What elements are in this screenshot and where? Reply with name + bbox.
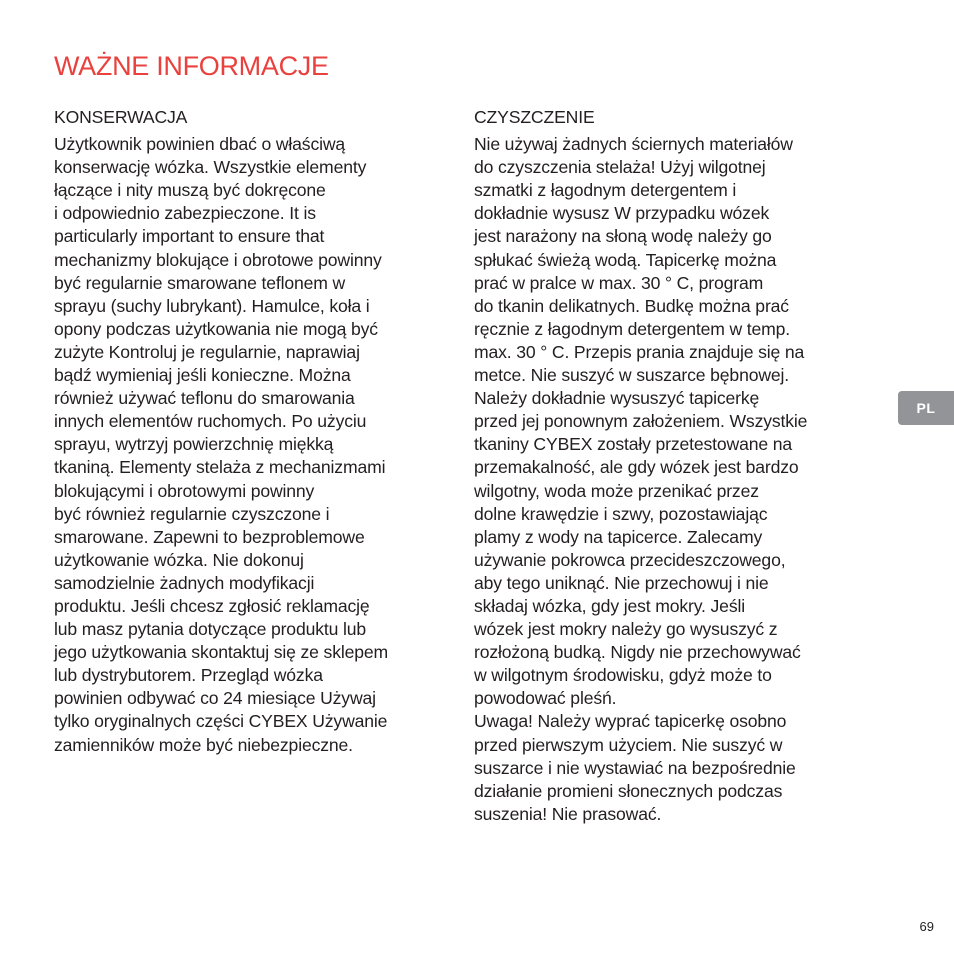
text-line: szmatki z łagodnym detergentem i xyxy=(474,180,737,201)
text-line: rozłożoną budką. Nigdy nie przechowywać xyxy=(474,642,801,663)
text-line: przemakalność, ale gdy wózek jest bardzo xyxy=(474,457,799,478)
text-line: suszarce i nie wystawiać na bezpośrednie xyxy=(474,757,796,778)
page-number: 69 xyxy=(919,919,934,934)
text-line: produktu. Jeśli chcesz zgłosić reklamację xyxy=(54,595,370,616)
text-line: do czyszczenia stelaża! Użyj wilgotnej xyxy=(474,157,766,178)
cleaning-section xyxy=(474,106,874,826)
language-tab xyxy=(898,391,954,425)
text-line: particularly important to ensure that xyxy=(54,226,325,247)
text-line: tylko oryginalnych części CYBEX Używanie xyxy=(54,711,388,732)
text-line: Nie używaj żadnych ściernych materiałów xyxy=(474,134,793,155)
text-line: samodzielnie żadnych modyfikacji xyxy=(54,572,315,593)
page-title: WAŻNE INFORMACJE xyxy=(54,51,329,81)
maintenance-heading: KONSERWACJA xyxy=(54,107,188,127)
text-line: powinien odbywać co 24 miesiące Używaj xyxy=(54,688,376,709)
text-line: jego użytkowania skontaktuj się ze sklepem xyxy=(54,642,389,663)
text-line: blokującymi i obrotowymi powinny xyxy=(54,480,315,501)
text-line: konserwację wózka. Wszystkie elementy xyxy=(54,157,367,178)
text-line: suszenia! Nie prasować. xyxy=(474,803,662,824)
text-line: metce. Nie suszyć w suszarce bębnowej. xyxy=(474,365,790,386)
text-line: ręcznie z łagodnym detergentem w temp. xyxy=(474,318,791,339)
text-line: również używać teflonu do smarowania xyxy=(54,388,355,409)
text-line: składaj wózka, gdy jest mokry. Jeśli xyxy=(474,595,745,616)
text-line: być regularnie smarowane teflonem w xyxy=(54,272,346,293)
text-line: zamienników może być niebezpieczne. xyxy=(54,734,353,755)
text-line: powodować pleśń. xyxy=(474,688,617,709)
text-line: dolne krawędzie i szwy, pozostawiając xyxy=(474,503,768,524)
text-line: dokładnie wysusz W przypadku wózek xyxy=(474,203,770,224)
text-line: zużyte Kontroluj je regularnie, naprawiaj xyxy=(54,341,360,362)
cleaning-heading: CZYSZCZENIE xyxy=(474,107,595,127)
text-line: plamy z wody na tapicerce. Zalecamy xyxy=(474,526,763,547)
text-line: prać w pralce w max. 30 ° C, program xyxy=(474,272,764,293)
text-line: i odpowiednio zabezpieczone. It is xyxy=(54,203,316,224)
text-line: używanie pokrowca przecideszczowego, xyxy=(474,549,786,570)
text-line: spłukać świeżą wodą. Tapicerkę można xyxy=(474,249,777,270)
text-line: Użytkownik powinien dbać o właściwą xyxy=(54,134,346,155)
text-line: lub dystrybutorem. Przegląd wózka xyxy=(54,665,323,686)
text-line: tkaniną. Elementy stelaża z mechanizmami xyxy=(54,457,386,478)
text-line: użytkowanie wózka. Nie dokonuj xyxy=(54,549,304,570)
text-line: łączące i nity muszą być dokręcone xyxy=(54,180,326,201)
text-line: Uwaga! Należy wyprać tapicerkę osobno xyxy=(474,711,787,732)
text-line: opony podczas użytkowania nie mogą być xyxy=(54,318,378,339)
text-line: sprayu (suchy lubrykant). Hamulce, koła i xyxy=(54,295,370,316)
language-tab-label: PL xyxy=(916,400,936,416)
text-line: być również regularnie czyszczone i xyxy=(54,503,330,524)
text-line: przed pierwszym użyciem. Nie suszyć w xyxy=(474,734,783,755)
maintenance-body xyxy=(54,133,454,757)
text-line: innych elementów ruchomych. Po użyciu xyxy=(54,411,367,432)
text-line: aby tego uniknąć. Nie przechowuj i nie xyxy=(474,572,769,593)
text-line: przed jej ponownym założeniem. Wszystkie xyxy=(474,411,808,432)
text-line: działanie promieni słonecznych podczas xyxy=(474,780,783,801)
text-line: mechanizmy blokujące i obrotowe powinny xyxy=(54,249,382,270)
text-line: tkaniny CYBEX zostały przetestowane na xyxy=(474,434,792,455)
cleaning-body xyxy=(474,133,874,826)
maintenance-section xyxy=(54,106,454,757)
text-line: jest narażony na słoną wodę należy go xyxy=(474,226,772,247)
text-line: Należy dokładnie wysuszyć tapicerkę xyxy=(474,388,760,409)
text-line: sprayu, wytrzyj powierzchnię miękką xyxy=(54,434,334,455)
text-line: bądź wymieniaj jeśli konieczne. Można xyxy=(54,365,351,386)
text-line: wózek jest mokry należy go wysuszyć z xyxy=(474,619,778,640)
text-line: wilgotny, woda może przenikać przez xyxy=(474,480,759,501)
text-line: smarowane. Zapewni to bezproblemowe xyxy=(54,526,365,547)
text-line: do tkanin delikatnych. Budkę można prać xyxy=(474,295,789,316)
text-line: lub masz pytania dotyczące produktu lub xyxy=(54,619,366,640)
text-line: max. 30 ° C. Przepis prania znajduje się na xyxy=(474,341,805,362)
text-line: w wilgotnym środowisku, gdyż może to xyxy=(474,665,772,686)
